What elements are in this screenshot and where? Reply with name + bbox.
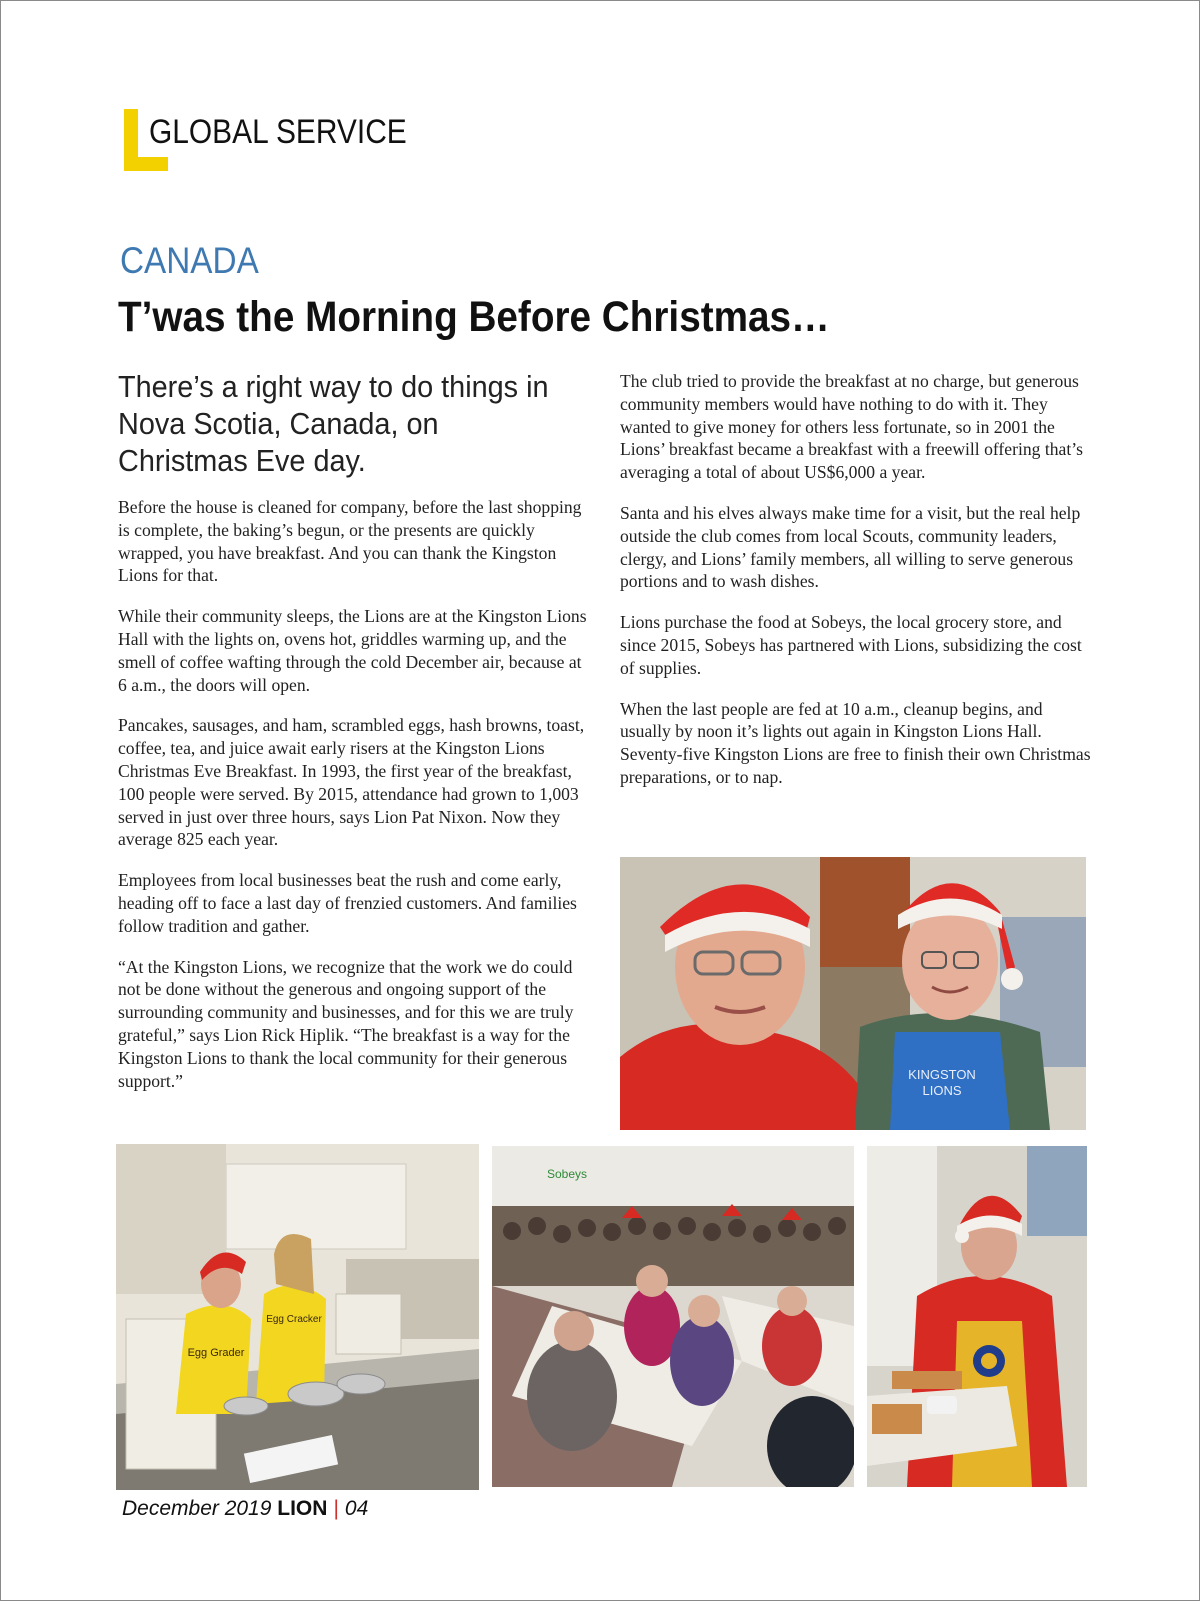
- section-title: GLOBAL SERVICE: [149, 113, 407, 151]
- footer-magazine-name: LION: [277, 1497, 328, 1520]
- shirt-text-cracker: Egg Cracker: [266, 1314, 322, 1325]
- photo-lion-sandwiches: [867, 1146, 1087, 1487]
- page-footer: [122, 1497, 368, 1521]
- body-column-right: [620, 370, 1096, 807]
- article-headline: T’was the Morning Before Christmas…: [118, 293, 830, 341]
- store-banner-text: Sobeys: [547, 1167, 588, 1181]
- body-paragraph: Pancakes, sausages, and ham, scrambled eggs, hash browns, toast, coffee, tea, and juice await early risers at the Kingston Lions Christmas Eve Breakfast. In 1993, the first year of the breakfast, 100 people were served. By 2015, attendance had grown to 1,003 served in just over three hours, says Lion Pat Nixon. Now they average 825 each year.: [118, 715, 585, 850]
- footer-issue-date: December 2019: [122, 1497, 272, 1520]
- body-paragraph: While their community sleeps, the Lions are at the Kingston Lions Hall with the lights on, ovens hot, griddles warming up, and the smell of coffee wafting through the cold December air, because at 6 a.m., the doors will open.: [118, 606, 587, 695]
- body-paragraph: Lions purchase the food at Sobeys, the local grocery store, and since 2015, Sobeys has partnered with Lions, subsidizing the cost of supplies.: [620, 612, 1082, 678]
- body-paragraph: When the last people are fed at 10 a.m., cleanup begins, and usually by noon it’s lights out again in Kingston Lions Hall. Seventy-five Kingston Lions are free to finish their own Christmas preparations, or to nap.: [620, 698, 1091, 787]
- country-kicker: CANADA: [120, 240, 259, 281]
- footer-separator: |: [333, 1497, 339, 1520]
- footer-page-number: 04: [344, 1497, 369, 1520]
- photo-crowded-breakfast-hall: [492, 1146, 854, 1487]
- body-paragraph: Before the house is cleaned for company, before the last shopping is complete, the baking’s begun, or the presents are quickly wrapped, you have breakfast. And you can thank the Kingston Lions for that.: [118, 497, 582, 586]
- body-paragraph: Employees from local businesses beat the rush and come early, heading off to face a last day of frenzied customers. And families follow tradition and gather.: [118, 870, 577, 936]
- apron-text-line2: LIONS: [922, 1083, 962, 1098]
- body-paragraph: “At the Kingston Lions, we recognize that the work we do could not be done without the generous and ongoing support of the surrounding community and businesses, and for this we are truly grateful,” says Lion Rick Hiplik. “The breakfast is a way for the Kingston Lions to thank the local community for their generous support.”: [118, 956, 574, 1091]
- apron-text-line1: KINGSTON: [908, 1067, 976, 1082]
- body-column-left: [118, 496, 588, 1110]
- article-deck: There’s a right way to do things in Nova Scotia, Canada, on Christmas Eve day.: [118, 369, 549, 478]
- shirt-text-grader: Egg Grader: [187, 1347, 245, 1359]
- body-paragraph: The club tried to provide the breakfast at no charge, but generous community members would have nothing to do with it. They wanted to give money for others less fortunate, so in 2001 the Lions’ breakfast became a breakfast with a freewill offering that’s averaging a total of about US$6,000 a year.: [620, 371, 1083, 483]
- photo-two-lions-santa-hats: [620, 857, 1086, 1130]
- body-paragraph: Santa and his elves always make time for a visit, but the real help outside the club comes from local Scouts, community leaders, clergy, and Lions’ family members, all willing to serve generous portions and to wash dishes.: [620, 502, 1081, 592]
- photo-kitchen-egg-crackers: [116, 1144, 479, 1490]
